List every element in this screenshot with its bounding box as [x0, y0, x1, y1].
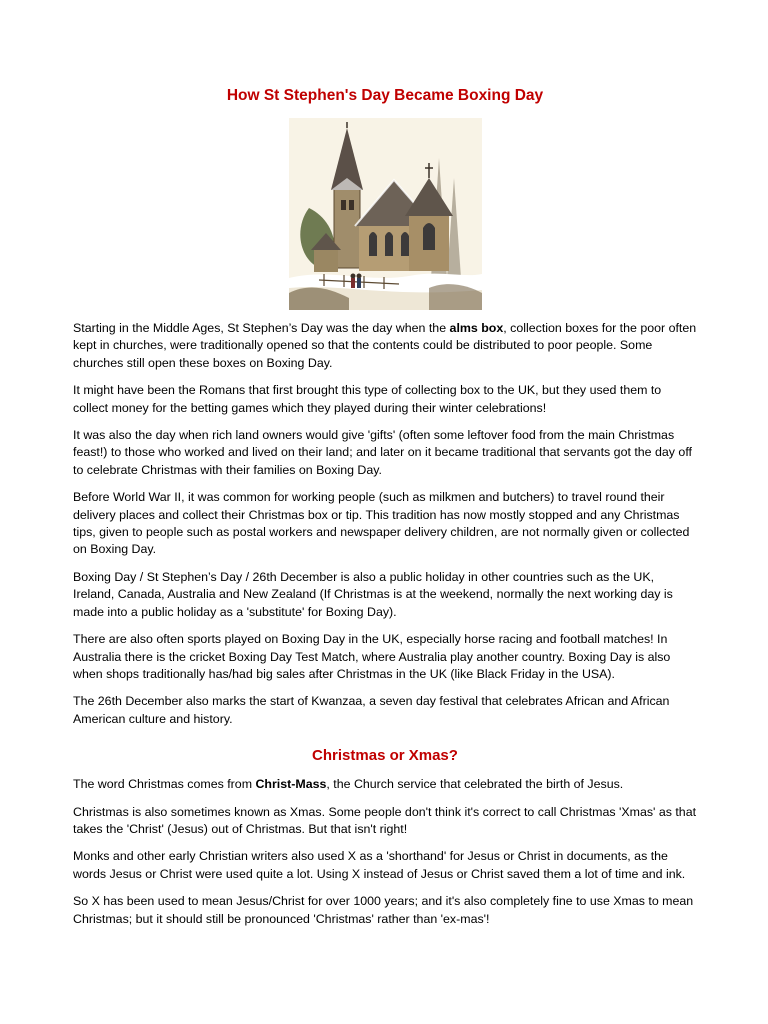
paragraph-christ-mass: The word Christmas comes from Christ-Mass, the Church service that celebrated the birth of Jesus. [73, 777, 624, 792]
page-title: How St Stephen's Day Became Boxing Day [226, 87, 544, 104]
section-title-xmas: Christmas or Xmas? [312, 747, 458, 765]
paragraph-world-war: Before World War II, it was common for working people (such as milkmen and butchers) to travel round their delivery places and collect their Christmas box or tip. This tradition has now mostly stopped and any Christmas tips, given to people such as postal workers and newspaper delivery children, are not normally given or collected on Boxing Day. [73, 490, 690, 557]
paragraph-romans: It might have been the Romans that first brought this type of collecting box to the UK, but they used them to collect money for the betting games which they played during their winter celebrations! [73, 383, 662, 415]
paragraph-xmas-known: Christmas is also sometimes known as Xmas. Some people don't think it's correct to call Christmas 'Xmas' as that takes the 'Christ' (Jesus) out of Christmas. But that isn't right! [73, 804, 697, 836]
paragraph-over-1000-years: So X has been used to mean Jesus/Christ for over 1000 years; and it's also completely fine to use Xmas to mean Christmas; but it should still be pronounced 'Christmas' rather than 'ex-mas'! [73, 894, 694, 926]
church-illustration-icon [289, 118, 482, 310]
document-page [73, 86, 697, 938]
paragraph-kwanzaa: The 26th December also marks the start of Kwanzaa, a seven day festival that celebrates African and African American culture and history. [73, 694, 670, 726]
paragraph-monks: Monks and other early Christian writers also used X as a 'shorthand' for Jesus or Christ in documents, as the words Jesus or Christ were used quite a lot. Using X instead of Jesus or Christ saved them a lot of time and ink. [73, 849, 686, 881]
paragraph-sports: There are also often sports played on Boxing Day in the UK, especially horse racing and football matches! In Australia there is the cricket Boxing Day Test Match, where Australia play another country. Boxing Day is also when shops traditionally has/had big sales after Christmas in the UK (like Black Friday in the USA). [73, 632, 671, 681]
paragraph-land-owners: It was also the day when rich land owners would give 'gifts' (often some leftover food from the main Christmas feast!) to those who worked and lived on their land; and later on it became traditional that servants got the day off to celebrate Christmas with their families on Boxing Day. [73, 428, 692, 477]
paragraph-public-holiday: Boxing Day / St Stephen’s Day / 26th December is also a public holiday in other countries such as the UK, Ireland, Canada, Australia and New Zealand (If Christmas is at the weekend, normally the next working day is made into a public holiday as a 'substitute' for Boxing Day). [73, 569, 673, 619]
paragraph-alms-box: Starting in the Middle Ages, St Stephen’s Day was the day when the alms box, collection boxes for the poor often kept in churches, were traditionally opened so that the contents could be distributed to poor people. Some churches still open these boxes on Boxing Day. [73, 321, 697, 370]
